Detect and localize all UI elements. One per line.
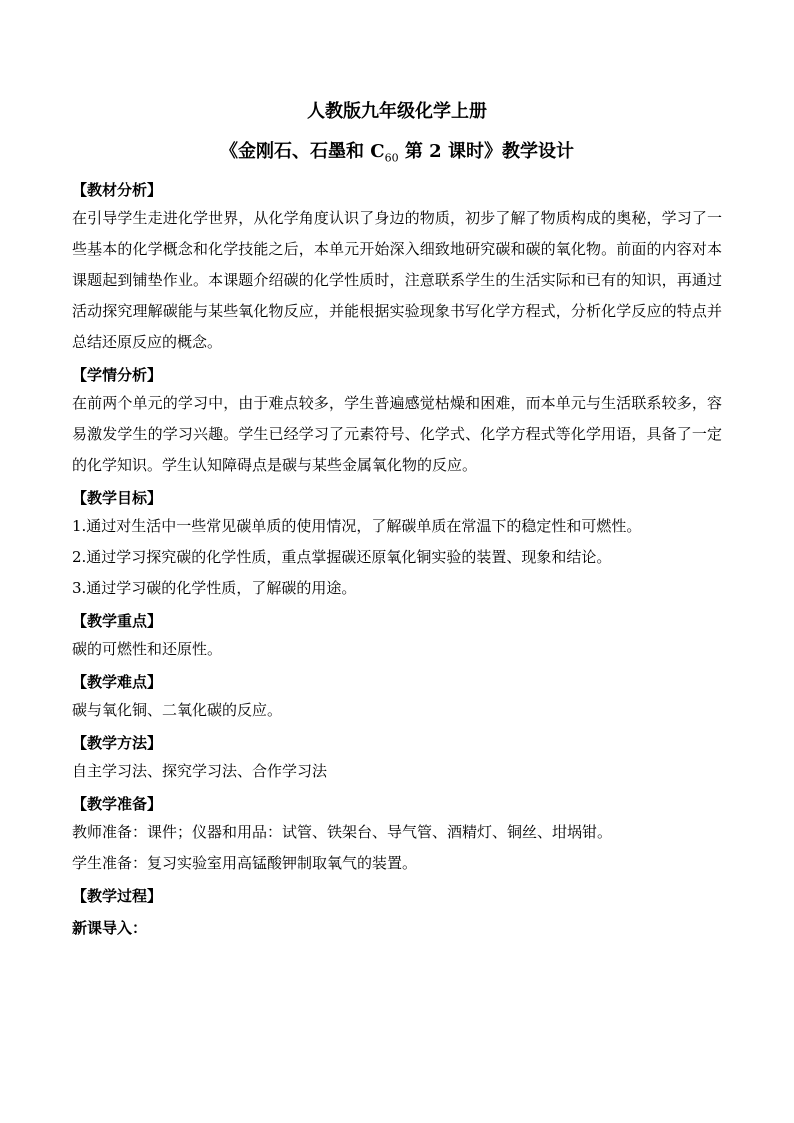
document-subtitle (72, 140, 722, 171)
teaching-goals-heading: 【教学目标】 (72, 488, 163, 507)
new-lesson-intro-label: 新课导入： (72, 918, 148, 937)
process-heading: 【教学过程】 (72, 886, 163, 905)
teaching-goal-item: 3.通过学习碳的化学性质，了解碳的用途。 (72, 578, 357, 597)
preparation-heading: 【教学准备】 (72, 794, 163, 813)
student-preparation-text: 学生准备：复习实验室用高锰酸钾制取氧气的装置。 (72, 853, 418, 872)
subtitle-suffix: 第 2 课时》教学设计 (398, 141, 574, 162)
document-title: 人教版九年级化学上册 (307, 101, 487, 122)
teaching-goal-item: 2.通过学习探究碳的化学性质，重点掌握碳还原氧化铜实验的装置、现象和结论。 (72, 547, 612, 566)
methods-text: 自主学习法、探究学习法、合作学习法 (72, 761, 328, 780)
material-analysis-text: 在引导学生走进化学世界，从化学角度认识了身边的物质，初步了解了物质构成的奥秘，学习了一些基本的化学概念和化学技能之后，本单元开始深入细致地研究碳和碳的氧化物。前面的内容对本课题起到铺垫作业。本课题介绍碳的化学性质时，注意联系学生的生活实际和已有的知识，再通过活动探究理解碳能与某些氧化物反应，并能根据实验现象书写化学方程式，分析化学反应的特点并总结还原反应的概念。 (72, 208, 722, 351)
student-analysis-text: 在前两个单元的学习中，由于难点较多，学生普遍感觉枯燥和困难，而本单元与生活联系较多，容易激发学生的学习兴趣。学生已经学习了元素符号、化学式、化学方程式等化学用语，具备了一定的化学知识。学生认知障碍点是碳与某些金属氧化物的反应。 (72, 393, 722, 474)
key-points-heading: 【教学重点】 (72, 611, 163, 630)
methods-heading: 【教学方法】 (72, 733, 163, 752)
subtitle-subscript: 60 (384, 151, 399, 165)
difficulties-heading: 【教学难点】 (72, 672, 163, 691)
key-points-text: 碳的可燃性和还原性。 (72, 639, 223, 658)
teacher-preparation-text: 教师准备：课件；仪器和用品：试管、铁架台、导气管、酒精灯、铜丝、坩埚钳。 (72, 822, 613, 841)
difficulties-text: 碳与氧化铜、二氧化碳的反应。 (72, 700, 283, 719)
student-analysis-heading: 【学情分析】 (72, 365, 163, 384)
document-page (72, 100, 722, 941)
material-analysis-heading: 【教材分析】 (72, 180, 163, 199)
teaching-goal-item: 1.通过对生活中一些常见碳单质的使用情况，了解碳单质在常温下的稳定性和可燃性。 (72, 516, 642, 535)
subtitle-prefix: 《金刚石、石墨和 C (220, 141, 385, 162)
